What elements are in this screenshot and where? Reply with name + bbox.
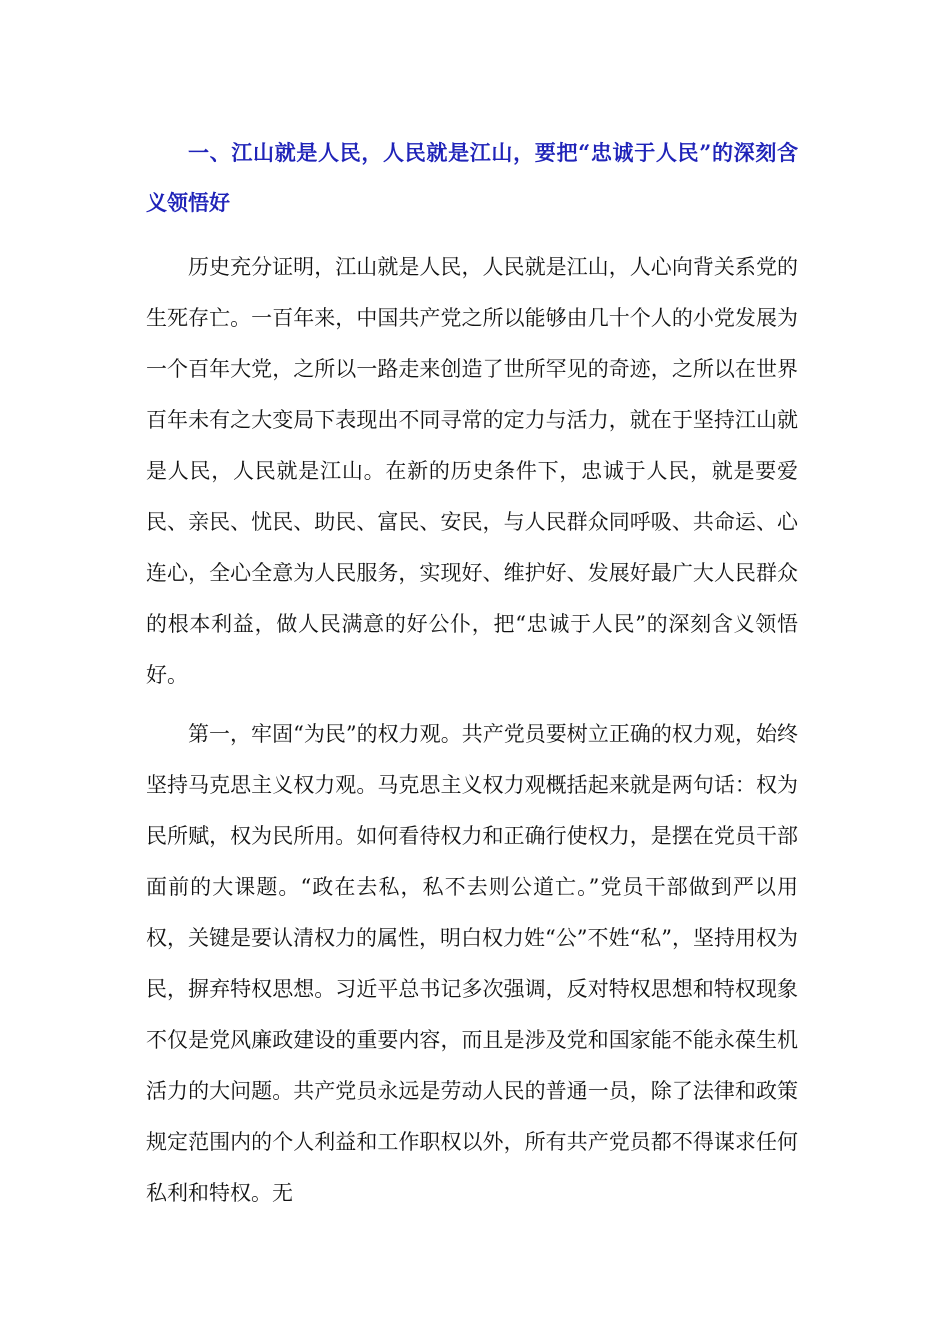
paragraph-history: 历史充分证明，江山就是人民，人民就是江山，人心向背关系党的生死存亡。一百年来，中国共产党之所以能够由几十个人的小党发展为一个百年大党，之所以一路走来创造了世所罕见的奇迹，之所以在世界百年未有之大变局下表现出不同寻常的定力与活力，就在于坚持江山就是人民，人民就是江山。在新的历史条件下，忠诚于人民，就是要爱民、亲民、忧民、助民、富民、安民，与人民群众同呼吸、共命运、心连心，全心全意为人民服务，实现好、维护好、发展好最广大人民群众的根本利益，做人民满意的好公仆，把“忠诚于人民”的深刻含义领悟好。 xyxy=(146,255,798,687)
section-heading: 一、江山就是人民，人民就是江山，要把“忠诚于人民”的深刻含义领悟好 xyxy=(146,140,798,215)
document-body xyxy=(146,128,798,1219)
paragraph-power-view: 第一，牢固“为民”的权力观。共产党员要树立正确的权力观，始终坚持马克思主义权力观。马克思主义权力观概括起来就是两句话：权为民所赋，权为民所用。如何看待权力和正确行使权力，是摆在党员干部面前的大课题。“政在去私，私不去则公道亡。”党员干部做到严以用权，关键是要认清权力的属性，明白权力姓“公”不姓“私”，坚持用权为民，摒弃特权思想。习近平总书记多次强调，反对特权思想和特权现象不仅是党风廉政建设的重要内容，而且是涉及党和国家能不能永葆生机活力的大问题。共产党员永远是劳动人民的普通一员，除了法律和政策规定范围内的个人利益和工作职权以外，所有共产党员都不得谋求任何私利和特权。无 xyxy=(146,722,798,1205)
